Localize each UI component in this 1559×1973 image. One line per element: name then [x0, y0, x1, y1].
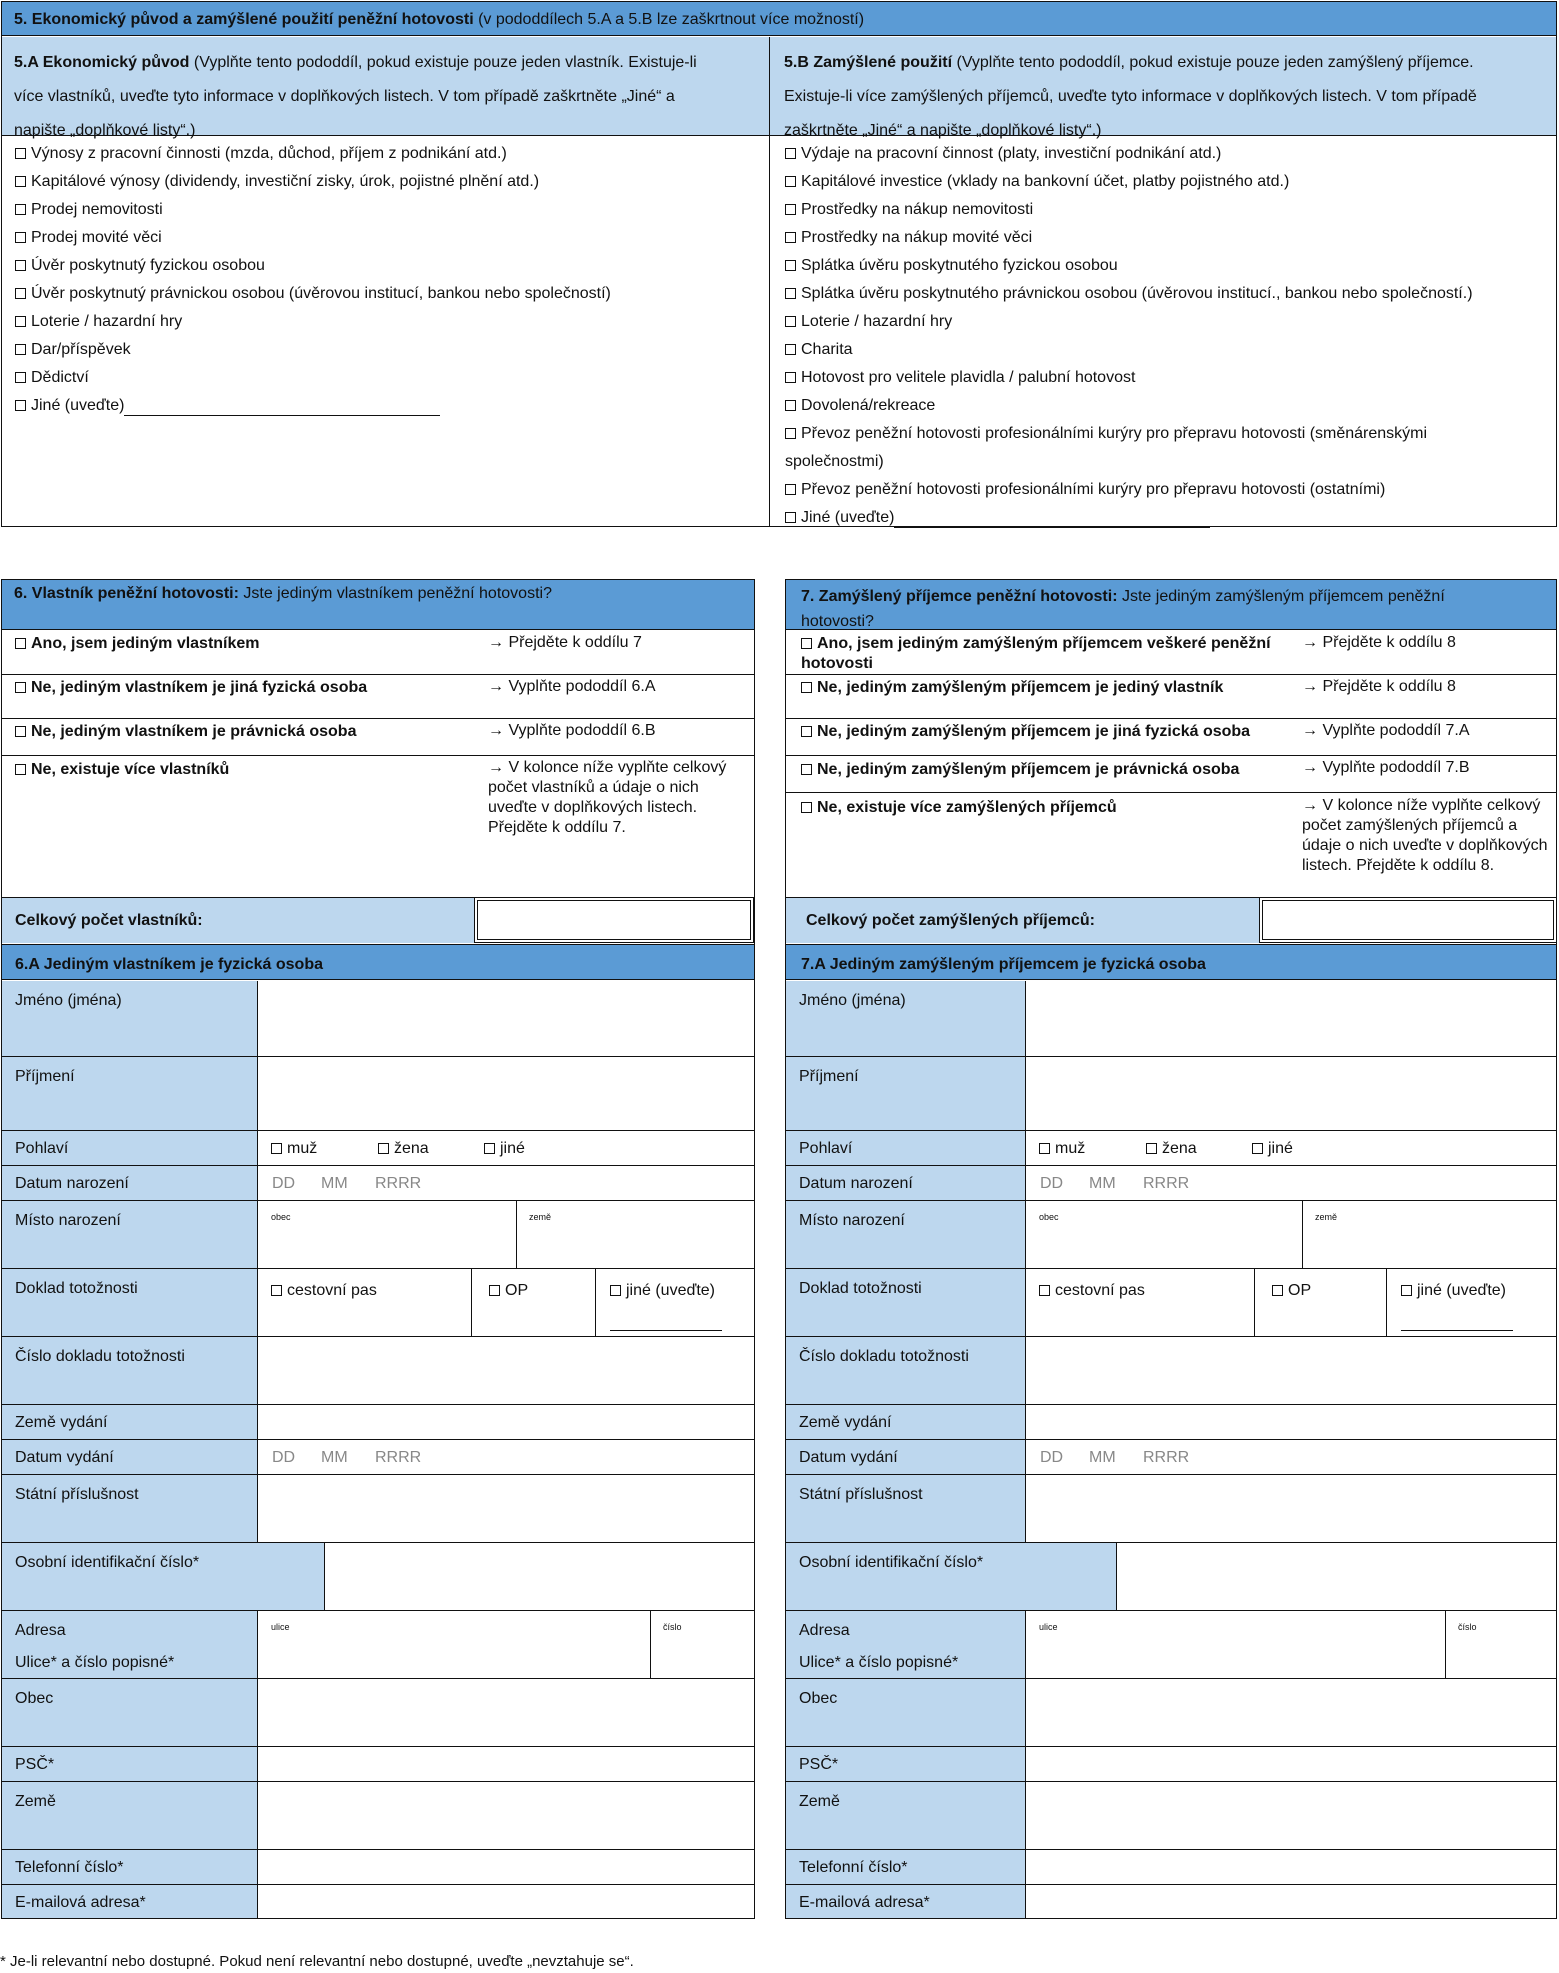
owner-field-prijmeni[interactable]	[258, 1057, 754, 1131]
section-6-title-rest: Jste jediným vlastníkem peněžní hotovosti?	[238, 585, 552, 602]
section-6a-title: 6.A Jediným vlastníkem je fyzická osoba	[15, 956, 323, 973]
owner-date-mm-datum_narozeni	[321, 1174, 348, 1194]
checkbox-icon[interactable]	[271, 1143, 282, 1154]
option-label: Prodej nemovitosti	[31, 201, 163, 218]
recipient-place-zeme	[1315, 1212, 1337, 1222]
recipient-label-datum_vydani: Datum vydání	[799, 1449, 898, 1466]
recipient-field-prijmeni[interactable]	[1026, 1057, 1556, 1131]
checkbox-icon[interactable]	[378, 1143, 389, 1154]
recipient-label-zeme: Země	[799, 1793, 840, 1810]
date-dd: DD	[272, 1449, 296, 1466]
addr-ulice-hint: ulice	[1039, 1622, 1058, 1632]
option-label: Ne, jediným zamýšleným příjemcem je jiná fyzická osoba	[817, 723, 1251, 740]
use-option-charity[interactable]	[785, 340, 853, 360]
use-option-holiday[interactable]	[785, 396, 935, 416]
option-label: Splátka úvěru poskytnutého právnickou osobou (úvěrovou institucí., bankou nebo společností.)	[801, 285, 1473, 302]
date-rrrr: RRRR	[375, 1175, 422, 1192]
option-label: Výnosy z pracovní činnosti (mzda, důchod, příjem z podnikání atd.)	[31, 145, 507, 162]
checkbox-icon[interactable]	[1401, 1285, 1412, 1296]
use-option-courier-exchange-cont	[785, 452, 884, 472]
owner-label-cislo_dokladu: Číslo dokladu totožnosti	[15, 1348, 185, 1365]
owner-label-email: E-mailová adresa*	[15, 1894, 146, 1911]
recipient-doc-id[interactable]	[1272, 1281, 1311, 1301]
checkbox-icon[interactable]	[15, 176, 26, 187]
origin-option-loan-natural[interactable]	[15, 256, 265, 276]
owner-label-datum_narozeni: Datum narození	[15, 1175, 129, 1192]
option-label: Ne, jediným vlastníkem je jiná fyzická osoba	[31, 679, 368, 696]
section-7a-title: 7.A Jediným zamýšleným příjemcem je fyzická osoba	[801, 956, 1206, 973]
place-obec-hint: obec	[1039, 1212, 1059, 1222]
checkbox-icon[interactable]	[801, 682, 812, 693]
checkbox-icon[interactable]	[15, 260, 26, 271]
checkbox-icon[interactable]	[801, 726, 812, 737]
owner-field-obec[interactable]	[258, 1679, 754, 1747]
origin-option-lottery[interactable]	[15, 312, 182, 332]
recipient-sex-other[interactable]	[1252, 1139, 1293, 1159]
owner-label-pohlavi: Pohlaví	[15, 1140, 69, 1157]
origin-option-inheritance[interactable]	[15, 368, 89, 388]
checkbox-icon[interactable]	[1272, 1285, 1283, 1296]
recipient-label-obec: Obec	[799, 1690, 838, 1707]
option-label: Splátka úvěru poskytnutého fyzickou osobou	[801, 257, 1118, 274]
owner-option-legal[interactable]	[15, 722, 356, 742]
sex-female-label: žena	[1162, 1140, 1197, 1157]
recipient-doc-divider-0	[1254, 1269, 1255, 1337]
owner-label-ulice-cislo: Ulice* a číslo popisné*	[15, 1654, 175, 1671]
checkbox-icon[interactable]	[1252, 1143, 1263, 1154]
owner-sex-male[interactable]	[271, 1139, 317, 1159]
checkbox-icon[interactable]	[15, 372, 26, 383]
doc-passport-label: cestovní pas	[1055, 1282, 1145, 1299]
use-option-movable[interactable]	[785, 228, 1032, 248]
origin-option-real-estate[interactable]	[15, 200, 163, 220]
origin-option-movable[interactable]	[15, 228, 162, 248]
section-5-title-bold: 5. Ekonomický původ a zamýšlené použití peněžní hotovosti	[14, 11, 474, 28]
owner-total-label: Celkový počet vlastníků:	[15, 912, 203, 929]
date-mm: MM	[1089, 1175, 1116, 1192]
recipient-label-zeme_vydani: Země vydání	[799, 1414, 892, 1431]
recipient-field-telefon[interactable]	[1026, 1850, 1556, 1885]
recipient-field-misto_narozeni[interactable]	[1026, 1201, 1556, 1269]
option-label: Kapitálové výnosy (dividendy, investiční zisky, úrok, pojistné plnění atd.)	[31, 173, 540, 190]
owner-field-zeme_vydani[interactable]	[258, 1405, 754, 1440]
owner-doc-passport[interactable]	[271, 1281, 377, 1301]
recipient-doc-other-line[interactable]	[1401, 1311, 1513, 1331]
checkbox-icon[interactable]	[785, 232, 796, 243]
checkbox-icon[interactable]	[15, 764, 26, 775]
section-5a-line-1: (Vyplňte tento pododdíl, pokud existuje pouze jeden vlastník. Existuje-li	[193, 54, 697, 71]
owner-place-zeme	[529, 1212, 551, 1222]
doc-id-label: OP	[505, 1282, 529, 1299]
owner-option-other-natural[interactable]	[15, 678, 367, 698]
recipient-field-obec[interactable]	[1026, 1679, 1556, 1747]
owner-field-jmeno[interactable]	[258, 981, 754, 1057]
checkbox-icon[interactable]	[489, 1285, 500, 1296]
sex-male-label: muž	[1055, 1140, 1086, 1157]
section-6-title-bold: 6. Vlastník peněžní hotovosti:	[14, 585, 239, 602]
sex-male-label: muž	[287, 1140, 318, 1157]
date-mm: MM	[321, 1175, 348, 1192]
checkbox-icon[interactable]	[15, 288, 26, 299]
checkbox-icon[interactable]	[785, 400, 796, 411]
recipient-label-doklad: Doklad totožnosti	[799, 1280, 922, 1297]
recipient-doc-other[interactable]	[1401, 1281, 1506, 1301]
section-7-title-rest: Jste jediným zamýšleným příjemcem peněžní hotovosti?	[801, 588, 1445, 630]
recipient-addr-ulice	[1039, 1622, 1058, 1632]
owner-label-psc: PSČ*	[15, 1756, 55, 1773]
recipient-label-statni: Státní příslušnost	[799, 1486, 923, 1503]
owner-doc-other[interactable]	[610, 1281, 715, 1301]
addr-ulice-hint: ulice	[271, 1622, 290, 1632]
owner-date-rrrr-datum_vydani	[375, 1448, 421, 1468]
section-5b-intro	[784, 46, 1549, 148]
owner-sex-female[interactable]	[378, 1139, 429, 1159]
section-5a-line-2: více vlastníků, uveďte tyto informace v doplňkových listech. V tom případě zaškrtněte „Jiné“ a	[14, 88, 675, 105]
recipient-field-psc[interactable]	[1026, 1747, 1556, 1782]
owner-label-doklad: Doklad totožnosti	[15, 1280, 138, 1297]
option-label: Ne, existuje více zamýšlených příjemců	[817, 799, 1117, 816]
recipient-sex-male[interactable]	[1039, 1139, 1085, 1159]
recipient-label-osobni: Osobní identifikační číslo*	[799, 1554, 984, 1571]
owner-place-obec	[271, 1212, 291, 1222]
owner-label-adresa: Adresa	[15, 1622, 66, 1639]
section-5a-title: 5.A Ekonomický původ	[14, 54, 190, 71]
option-label: Ne, jediným vlastníkem je právnická osoba	[31, 723, 357, 740]
owner-doc-divider-1	[595, 1269, 596, 1337]
date-dd: DD	[1040, 1449, 1064, 1466]
recipient-label-misto_narozeni: Místo narození	[799, 1212, 905, 1229]
recipient-label-datum_narozeni: Datum narození	[799, 1175, 913, 1192]
recipient-field-cislo_dokladu[interactable]	[1026, 1337, 1556, 1405]
recipient-field-jmeno[interactable]	[1026, 981, 1556, 1057]
owner-total-input-inner	[477, 900, 751, 940]
option-label: společnostmi)	[785, 453, 884, 470]
owner-label-zeme: Země	[15, 1793, 56, 1810]
recipient-label-ulice-cislo: Ulice* a číslo popisné*	[799, 1654, 959, 1671]
doc-passport-label: cestovní pas	[287, 1282, 377, 1299]
checkbox-icon[interactable]	[785, 260, 796, 271]
use-option-other[interactable]	[785, 508, 1210, 528]
owner-label-osobni: Osobní identifikační číslo*	[15, 1554, 200, 1571]
owner-field-misto_narozeni[interactable]	[258, 1201, 754, 1269]
recipient-date-mm-datum_narozeni	[1089, 1174, 1116, 1194]
recipient-option-multiple[interactable]	[801, 798, 1117, 818]
recipient-date-rrrr-datum_narozeni	[1143, 1174, 1189, 1194]
section-5b-line-3: zaškrtněte „Jiné“ a napište „doplňkové listy“.)	[784, 122, 1102, 139]
owner-option-sole[interactable]	[15, 634, 260, 654]
doc-id-label: OP	[1288, 1282, 1312, 1299]
checkbox-icon[interactable]	[785, 512, 796, 523]
owner-label-jmeno: Jméno (jména)	[15, 992, 122, 1009]
section-7-title	[801, 584, 1521, 634]
checkbox-icon[interactable]	[785, 344, 796, 355]
recipient-field-zeme_vydani[interactable]	[1026, 1405, 1556, 1440]
section-5a-line-3: napište „doplňkové listy“.)	[14, 122, 196, 139]
checkbox-icon[interactable]	[484, 1143, 495, 1154]
owner-doc-id[interactable]	[489, 1281, 528, 1301]
recipient-total-input-inner	[1262, 900, 1554, 940]
checkbox-icon[interactable]	[785, 288, 796, 299]
owner-field-email[interactable]	[258, 1885, 754, 1919]
owner-addr-cislo	[663, 1622, 682, 1632]
checkbox-icon[interactable]	[785, 428, 796, 439]
owner-sex-other[interactable]	[484, 1139, 525, 1159]
section-7-title-bold: 7. Zamýšlený příjemce peněžní hotovosti:	[801, 588, 1118, 605]
date-rrrr: RRRR	[1143, 1175, 1190, 1192]
owner-label-telefon: Telefonní číslo*	[15, 1859, 124, 1876]
owner-option-multiple[interactable]	[15, 760, 229, 780]
option-label: Loterie / hazardní hry	[801, 313, 953, 330]
use-option-lottery[interactable]	[785, 312, 952, 332]
recipient-option-sole[interactable]	[801, 634, 1301, 674]
owner-date-mm-datum_vydani	[321, 1448, 348, 1468]
owner-field-telefon[interactable]	[258, 1850, 754, 1885]
option-label: Jiné (uveďte)	[801, 509, 895, 526]
checkbox-icon[interactable]	[610, 1285, 621, 1296]
recipient-place-divider	[1302, 1201, 1303, 1269]
recipient-option-other-natural[interactable]	[801, 722, 1250, 742]
place-zeme-hint: země	[1315, 1212, 1338, 1222]
owner-place-divider	[516, 1201, 517, 1269]
owner-addr-divider	[650, 1611, 651, 1679]
use-option-ship-cash[interactable]	[785, 368, 1135, 388]
recipient-field-zeme[interactable]	[1026, 1782, 1556, 1850]
option-label: Úvěr poskytnutý právnickou osobou (úvěrovou institucí, bankou nebo společností)	[31, 285, 611, 302]
use-option-work[interactable]	[785, 144, 1221, 164]
owner-label-misto_narozeni: Místo narození	[15, 1212, 121, 1229]
option-label: Hotovost pro velitele plavidla / palubní hotovost	[801, 369, 1136, 386]
owner-label-statni: Státní příslušnost	[15, 1486, 139, 1503]
checkbox-icon[interactable]	[15, 726, 26, 737]
owner-date-rrrr-datum_narozeni	[375, 1174, 421, 1194]
recipient-addr-cislo	[1458, 1622, 1477, 1632]
footnote: * Je-li relevantní nebo dostupné. Pokud není relevantní nebo dostupné, uveďte „nevztahuje se“.	[0, 1953, 634, 1970]
option-label: Dar/příspěvek	[31, 341, 131, 358]
recipient-place-obec	[1039, 1212, 1059, 1222]
owner-label-datum_vydani: Datum vydání	[15, 1449, 114, 1466]
owner-option-multiple-action: → V kolonce níže vyplňte celkový počet vlastníků a údaje o nich uveďte v doplňkových listech. Přejděte k oddílu 7.	[488, 759, 727, 836]
recipient-option-owner[interactable]	[801, 678, 1223, 698]
owner-option-legal-action: → Vyplňte pododdíl 6.B	[488, 722, 656, 739]
recipient-option-other-natural-action: → Vyplňte pododdíl 7.A	[1302, 722, 1470, 739]
checkbox-icon[interactable]	[785, 204, 796, 215]
origin-option-capital[interactable]	[15, 172, 539, 192]
recipient-date-dd-datum_vydani	[1040, 1448, 1063, 1468]
option-label: Prostředky na nákup nemovitosti	[801, 201, 1034, 218]
origin-option-gift[interactable]	[15, 340, 131, 360]
option-label: Ne, jediným zamýšleným příjemcem je jediný vlastník	[817, 679, 1224, 696]
section-5-title-note: (v pododdílech 5.A a 5.B lze zaškrtnout více možností)	[473, 11, 865, 28]
checkbox-icon[interactable]	[15, 204, 26, 215]
recipient-label-adresa: Adresa	[799, 1622, 850, 1639]
checkbox-icon[interactable]	[271, 1285, 282, 1296]
checkbox-icon[interactable]	[15, 682, 26, 693]
sex-female-label: žena	[394, 1140, 429, 1157]
recipient-label-psc: PSČ*	[799, 1756, 839, 1773]
recipient-label-jmeno: Jméno (jména)	[799, 992, 906, 1009]
owner-date-dd-datum_vydani	[272, 1448, 295, 1468]
section-5-title	[14, 10, 864, 30]
option-label: Převoz peněžní hotovosti profesionálními kurýry pro přepravu hotovosti (směnárenskými	[801, 425, 1428, 442]
option-label: Ne, jediným zamýšleným příjemcem je právnická osoba	[817, 761, 1240, 778]
recipient-option-multiple-action: → V kolonce níže vyplňte celkový počet zamýšlených příjemců a údaje o nich uveďte v doplňkových listech. Přejděte k oddílu 8.	[1302, 797, 1548, 874]
origin-option-other[interactable]	[15, 396, 440, 416]
option-label: Ano, jsem jediným vlastníkem	[31, 635, 260, 652]
option-label: Kapitálové investice (vklady na bankovní účet, platby pojistného atd.)	[801, 173, 1290, 190]
use-option-courier-exchange[interactable]	[785, 424, 1427, 444]
recipient-total-label: Celkový počet zamýšlených příjemců:	[806, 912, 1095, 929]
date-mm: MM	[321, 1449, 348, 1466]
checkbox-icon[interactable]	[785, 484, 796, 495]
use-option-capital[interactable]	[785, 172, 1289, 192]
recipient-date-dd-datum_narozeni	[1040, 1174, 1063, 1194]
place-zeme-hint: země	[529, 1212, 552, 1222]
sex-other-label: jiné	[500, 1140, 525, 1157]
option-label: Převoz peněžní hotovosti profesionálními kurýry pro přepravu hotovosti (ostatními)	[801, 481, 1386, 498]
owner-field-cislo_dokladu[interactable]	[258, 1337, 754, 1405]
checkbox-icon[interactable]	[15, 232, 26, 243]
owner-field-zeme[interactable]	[258, 1782, 754, 1850]
date-mm: MM	[1089, 1449, 1116, 1466]
owner-doc-divider-0	[471, 1269, 472, 1337]
checkbox-icon[interactable]	[785, 316, 796, 327]
origin-option-loan-legal[interactable]	[15, 284, 611, 304]
option-label: Výdaje na pracovní činnost (platy, investiční podnikání atd.)	[801, 145, 1222, 162]
option-label: Úvěr poskytnutý fyzickou osobou	[31, 257, 265, 274]
recipient-date-mm-datum_vydani	[1089, 1448, 1116, 1468]
option-label: Jiné (uveďte)	[31, 397, 125, 414]
recipient-label-cislo_dokladu: Číslo dokladu totožnosti	[799, 1348, 969, 1365]
recipient-label-prijmeni: Příjmení	[799, 1068, 859, 1085]
date-dd: DD	[272, 1175, 296, 1192]
option-label: Prodej movité věci	[31, 229, 162, 246]
recipient-label-telefon: Telefonní číslo*	[799, 1859, 908, 1876]
checkbox-icon[interactable]	[801, 638, 812, 649]
addr-cislo-hint: číslo	[1458, 1622, 1477, 1632]
option-label: Loterie / hazardní hry	[31, 313, 183, 330]
sex-other-label: jiné	[1268, 1140, 1293, 1157]
doc-other-label: jiné (uveďte)	[1417, 1282, 1506, 1299]
addr-cislo-hint: číslo	[663, 1622, 682, 1632]
recipient-doc-passport[interactable]	[1039, 1281, 1145, 1301]
recipient-sex-female[interactable]	[1146, 1139, 1197, 1159]
option-label: Prostředky na nákup movité věci	[801, 229, 1033, 246]
owner-field-psc[interactable]	[258, 1747, 754, 1782]
checkbox-icon[interactable]	[15, 316, 26, 327]
option-label: Dovolená/rekreace	[801, 397, 936, 414]
checkbox-icon[interactable]	[801, 764, 812, 775]
checkbox-icon[interactable]	[1146, 1143, 1157, 1154]
checkbox-icon[interactable]	[801, 802, 812, 813]
option-label: Charita	[801, 341, 853, 358]
recipient-date-rrrr-datum_vydani	[1143, 1448, 1189, 1468]
owner-field-statni[interactable]	[258, 1475, 754, 1543]
use-option-repay-natural[interactable]	[785, 256, 1118, 276]
recipient-option-legal-action: → Vyplňte pododdíl 7.B	[1302, 759, 1470, 776]
origin-option-wages[interactable]	[15, 144, 507, 164]
section-5a-intro	[14, 46, 759, 148]
checkbox-icon[interactable]	[15, 148, 26, 159]
checkbox-icon[interactable]	[785, 148, 796, 159]
recipient-addr-divider	[1445, 1611, 1446, 1679]
section-5b-line-1: (Vyplňte tento pododdíl, pokud existuje pouze jeden zamýšlený příjemce.	[956, 54, 1474, 71]
recipient-label-email: E-mailová adresa*	[799, 1894, 930, 1911]
checkbox-icon[interactable]	[785, 372, 796, 383]
owner-option-sole-action: → Přejděte k oddílu 7	[488, 634, 642, 651]
recipient-label-pohlavi: Pohlaví	[799, 1140, 853, 1157]
recipient-field-email[interactable]	[1026, 1885, 1556, 1919]
use-option-courier-other[interactable]	[785, 480, 1385, 500]
origin-other-field[interactable]	[124, 397, 440, 416]
owner-field-osobni[interactable]	[325, 1543, 754, 1611]
recipient-field-statni[interactable]	[1026, 1475, 1556, 1543]
checkbox-icon[interactable]	[1039, 1143, 1050, 1154]
option-label: Ano, jsem jediným zamýšleným příjemcem veškeré peněžní hotovosti	[801, 635, 1271, 672]
checkbox-icon[interactable]	[15, 400, 26, 411]
checkbox-icon[interactable]	[15, 344, 26, 355]
date-rrrr: RRRR	[1143, 1449, 1190, 1466]
recipient-field-osobni[interactable]	[1117, 1543, 1556, 1611]
doc-other-label: jiné (uveďte)	[626, 1282, 715, 1299]
section-6-title	[14, 584, 744, 604]
owner-addr-ulice	[271, 1622, 290, 1632]
date-dd: DD	[1040, 1175, 1064, 1192]
section-5b-title: 5.B Zamýšlené použití	[784, 54, 953, 71]
section-5-divider	[769, 37, 770, 527]
owner-option-other-natural-action: → Vyplňte pododdíl 6.A	[488, 678, 656, 695]
use-option-repay-legal[interactable]	[785, 284, 1473, 304]
recipient-doc-divider-1	[1386, 1269, 1387, 1337]
owner-date-dd-datum_narozeni	[272, 1174, 295, 1194]
owner-label-zeme_vydani: Země vydání	[15, 1414, 108, 1431]
section-5b-line-2: Existuje-li více zamýšlených příjemců, uveďte tyto informace v doplňkových listech. V tom případě	[784, 88, 1477, 105]
recipient-option-legal[interactable]	[801, 760, 1239, 780]
place-obec-hint: obec	[271, 1212, 291, 1222]
checkbox-icon[interactable]	[785, 176, 796, 187]
owner-label-obec: Obec	[15, 1690, 54, 1707]
use-other-field[interactable]	[894, 509, 1210, 528]
option-label: Dědictví	[31, 369, 89, 386]
option-label: Ne, existuje více vlastníků	[31, 761, 230, 778]
checkbox-icon[interactable]	[15, 638, 26, 649]
checkbox-icon[interactable]	[1039, 1285, 1050, 1296]
owner-label-prijmeni: Příjmení	[15, 1068, 75, 1085]
recipient-option-owner-action: → Přejděte k oddílu 8	[1302, 678, 1456, 695]
use-option-real-estate[interactable]	[785, 200, 1033, 220]
owner-doc-other-line[interactable]	[610, 1311, 722, 1331]
recipient-option-sole-action: → Přejděte k oddílu 8	[1302, 634, 1456, 651]
date-rrrr: RRRR	[375, 1449, 422, 1466]
